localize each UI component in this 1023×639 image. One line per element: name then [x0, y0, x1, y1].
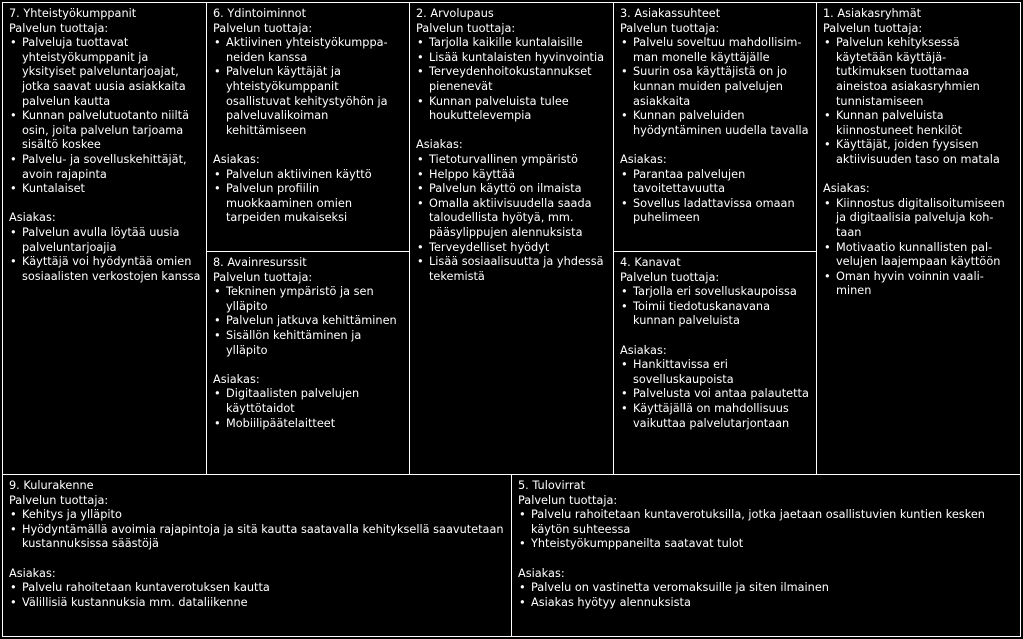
customer-list: [416, 153, 608, 284]
list-item: • Toimii tiedotuskanavana kunnan palveluista: [620, 300, 811, 329]
list-item: • Yhteistyökumppaneilta saatavat tulot: [518, 537, 1015, 552]
customer-list: [620, 358, 811, 431]
list-item: • Palvelu soveltuu mahdollisim- man monelle käyttäjälle: [620, 36, 811, 65]
list-item: • Kunnan palvelutuotanto niiltä osin, joita palvelun tarjoama sisältö koskee: [9, 109, 201, 153]
provider-heading: Palvelun tuottaja:: [9, 493, 109, 507]
customer-list: [9, 581, 506, 610]
provider-heading: Palvelun tuottaja:: [620, 270, 720, 284]
list-item: • Käyttäjä voi hyödyntää omien sosiaalisten verkostojen kanssa: [9, 255, 201, 284]
customer-list: [213, 387, 404, 431]
cell-title: 5. Tulovirrat: [518, 479, 586, 492]
provider-heading: Palvelun tuottaja:: [213, 270, 313, 284]
list-item: • Mobiilipäätelaitteet: [213, 417, 404, 432]
provider-heading: Palvelun tuottaja:: [518, 493, 618, 507]
cell-cost-structure: [2, 474, 512, 637]
customer-list: [213, 168, 404, 226]
list-item: • Kunnan palveluista kiinnostuneet henkilöt: [823, 109, 1015, 138]
provider-list: [620, 285, 811, 329]
list-item: • Palvelun käyttäjät ja yhteistyökumppanit osallistuvat kehitystyöhön ja palveluvalikoiman kehittämiseen: [213, 65, 404, 138]
list-item: • Sovellus ladattavissa omaan puhelimeen: [620, 197, 811, 226]
customer-heading: Asiakas:: [9, 211, 56, 225]
list-item: • Hankittavissa eri sovelluskaupoista: [620, 358, 811, 387]
list-item: • Lisää kuntalaisten hyvinvointia: [416, 51, 608, 66]
customer-heading: Asiakas:: [9, 566, 56, 580]
list-item: • Tarjolla eri sovelluskaupoissa: [620, 285, 811, 300]
customer-heading: Asiakas:: [213, 152, 260, 166]
customer-heading: Asiakas:: [620, 152, 667, 166]
cell-title: 6. Ydintoiminnot: [213, 7, 307, 20]
list-item: • Palvelun profiilin muokkaaminen omien tarpeiden mukaiseksi: [213, 182, 404, 226]
customer-list: [518, 581, 1015, 610]
list-item: • Kehitys ja ylläpito: [9, 508, 506, 523]
list-item: • Palvelun kehityksessä käytetään käyttäjä- tutkimuksen tuottamaa aineistoa asiakasryhmien tunnistamiseen: [823, 36, 1015, 109]
customer-list: [620, 168, 811, 226]
customer-heading: Asiakas:: [416, 138, 463, 152]
list-item: • Palvelun käyttö on ilmaista: [416, 182, 608, 197]
list-item: • Palvelu rahoitetaan kuntaverotuksilla, jotka jaetaan osallistuvien kuntien kesken käytön suhteessa: [518, 508, 1015, 537]
provider-list: [518, 508, 1015, 552]
list-item: • Tarjolla kaikille kuntalaisille: [416, 36, 608, 51]
list-item: • Palveluja tuottavat yhteistyökumppanit ja yksityiset palveluntarjoajat, jotka saavat uusia asiakkaita palvelun kautta: [9, 36, 201, 109]
list-item: • Palvelu rahoitetaan kuntaverotuksen kautta: [9, 581, 506, 596]
customer-heading: Asiakas:: [620, 343, 667, 357]
list-item: • Kunnan palveluiden hyödyntäminen uudella tavalla: [620, 109, 811, 138]
cell-title: 4. Kanavat: [620, 256, 681, 269]
cell-title: 3. Asiakassuhteet: [620, 7, 721, 20]
list-item: • Kuntalaiset: [9, 182, 201, 197]
list-item: • Aktiivinen yhteistyökumppa- neiden kanssa: [213, 36, 404, 65]
list-item: • Palvelun aktiivinen käyttö: [213, 168, 404, 183]
list-item: • Tietoturvallinen ympäristö: [416, 153, 608, 168]
provider-list: [823, 36, 1015, 167]
list-item: • Hyödyntämällä avoimia rajapintoja ja sitä kautta saatavalla kehityksellä saavutetaan kustannuksissa säästöjä: [9, 523, 506, 552]
list-item: • Käyttäjällä on mahdollisuus vaikuttaa palvelutarjontaan: [620, 402, 811, 431]
customer-list: [9, 226, 201, 284]
list-item: • Parantaa palvelujen tavoitettavuutta: [620, 168, 811, 197]
provider-list: [620, 36, 811, 138]
list-item: • Helppo käyttää: [416, 168, 608, 183]
cell-revenue-streams: [511, 474, 1021, 637]
list-item: • Tekninen ympäristö ja sen ylläpito: [213, 285, 404, 314]
list-item: • Kiinnostus digitalisoitumiseen ja digitaalisia palveluja koh- taan: [823, 197, 1015, 241]
list-item: • Motivaatio kunnallisten pal- velujen laajempaan käyttöön: [823, 241, 1015, 270]
list-item: • Omalla aktiivisuudella saada taloudellista hyötyä, mm. pääsylippujen alennuksista: [416, 197, 608, 241]
cell-title: 9. Kulurakenne: [9, 479, 94, 492]
provider-heading: Palvelun tuottaja:: [823, 21, 923, 35]
list-item: • Sisällön kehittäminen ja ylläpito: [213, 329, 404, 358]
cell-channels: [613, 251, 817, 475]
customer-heading: Asiakas:: [213, 372, 260, 386]
provider-list: [9, 36, 201, 197]
provider-heading: Palvelun tuottaja:: [416, 21, 516, 35]
provider-heading: Palvelun tuottaja:: [213, 21, 313, 35]
list-item: • Palvelu- ja sovelluskehittäjät, avoin rajapinta: [9, 153, 201, 182]
list-item: • Asiakas hyötyy alennuksista: [518, 596, 1015, 611]
list-item: • Terveydenhoitokustannukset pienenevät: [416, 65, 608, 94]
cell-title: 8. Avainresurssit: [213, 256, 307, 269]
cell-title: 7. Yhteistyökumppanit: [9, 7, 137, 20]
provider-list: [213, 285, 404, 358]
cell-value-proposition: [409, 2, 614, 475]
list-item: • Lisää sosiaalisuutta ja yhdessä tekemistä: [416, 255, 608, 284]
provider-list: [9, 508, 506, 552]
provider-list: [213, 36, 404, 138]
cell-key-activities: [206, 2, 410, 252]
list-item: • Palvelun avulla löytää uusia palveluntarjoajia: [9, 226, 201, 255]
list-item: • Palvelu on vastinetta veromaksuille ja siten ilmainen: [518, 581, 1015, 596]
list-item: • Digitaalisten palvelujen käyttötaidot: [213, 387, 404, 416]
customer-heading: Asiakas:: [823, 182, 870, 196]
list-item: • Oman hyvin voinnin vaali- minen: [823, 270, 1015, 299]
cell-key-resources: [206, 251, 410, 475]
provider-heading: Palvelun tuottaja:: [620, 21, 720, 35]
list-item: • Palvelun jatkuva kehittäminen: [213, 314, 404, 329]
cell-title: 1. Asiakasryhmät: [823, 7, 922, 20]
cell-customer-segments: [816, 2, 1021, 475]
provider-list: [416, 36, 608, 124]
cell-title: 2. Arvolupaus: [416, 7, 494, 20]
list-item: • Terveydelliset hyödyt: [416, 241, 608, 256]
list-item: • Suurin osa käyttäjistä on jo kunnan muiden palvelujen asiakkaita: [620, 65, 811, 109]
cell-key-partners: [2, 2, 207, 475]
list-item: • Kunnan palveluista tulee houkuttelevempia: [416, 95, 608, 124]
list-item: • Käyttäjät, joiden fyysisen aktiivisuuden taso on matala: [823, 138, 1015, 167]
list-item: • Palvelusta voi antaa palautetta: [620, 387, 811, 402]
customer-list: [823, 197, 1015, 299]
customer-heading: Asiakas:: [518, 566, 565, 580]
provider-heading: Palvelun tuottaja:: [9, 21, 109, 35]
list-item: • Välillisiä kustannuksia mm. dataliikenne: [9, 596, 506, 611]
cell-customer-relationships: [613, 2, 817, 252]
